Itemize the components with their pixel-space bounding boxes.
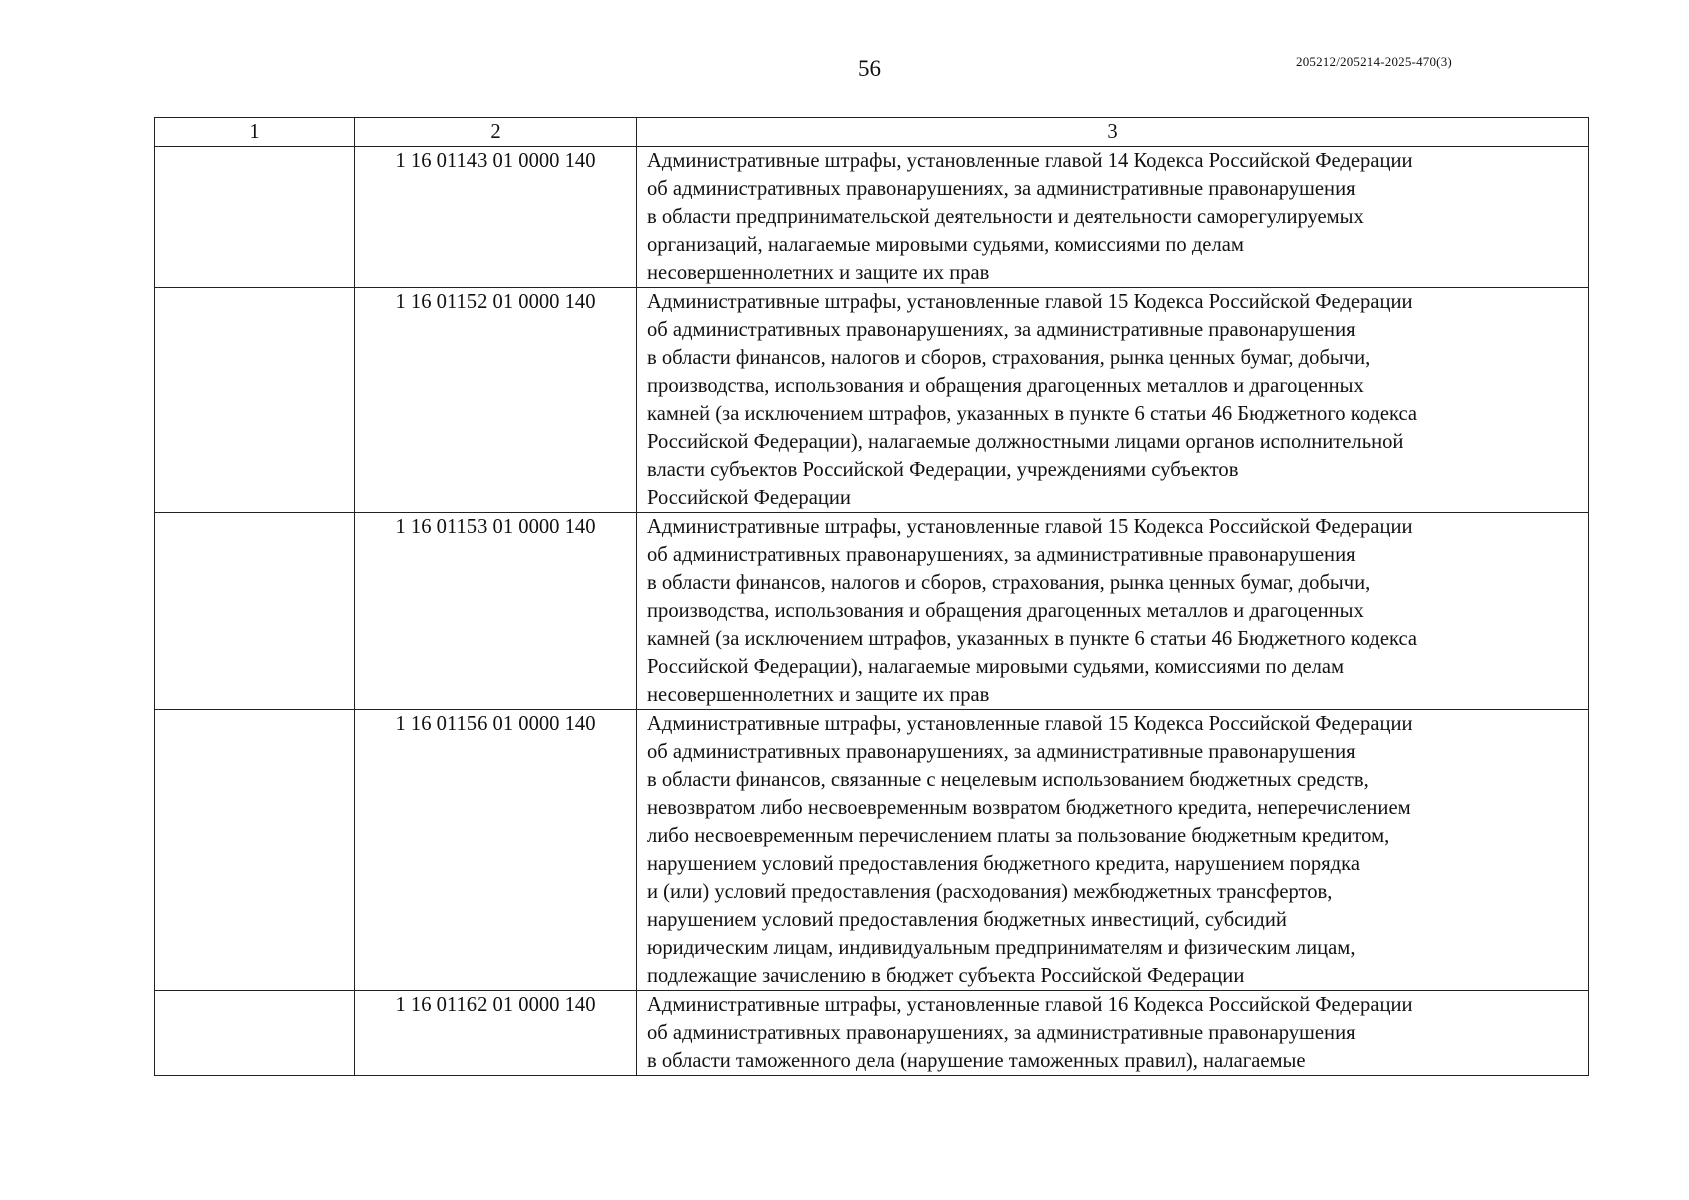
description-line: об административных правонарушениях, за административные правонарушения [647,178,1356,200]
column-1-cell [155,710,355,991]
description-line: Административные штрафы, установленные главой 14 Кодекса Российской Федерации [647,150,1413,172]
table-row [155,147,1589,288]
budget-code-cell: 1 16 01156 01 0000 140 [355,710,637,991]
description-line: Административные штрафы, установленные главой 15 Кодекса Российской Федерации [647,713,1413,735]
description-line: об административных правонарушениях, за административные правонарушения [647,741,1356,763]
header-row [155,118,1589,147]
description-line: об административных правонарушениях, за административные правонарушения [647,319,1356,341]
table-row [155,513,1589,710]
description-line: в области финансов, налогов и сборов, страхования, рынка ценных бумаг, добычи, [647,572,1371,594]
description-line: Российской Федерации), налагаемые мировыми судьями, комиссиями по делам [647,656,1345,678]
description-line: организаций, налагаемые мировыми судьями, комиссиями по делам [647,234,1244,256]
description-line: в области финансов, связанные с нецелевым использованием бюджетных средств, [647,769,1369,791]
budget-code-cell: 1 16 01143 01 0000 140 [355,147,637,288]
column-header-3: 3 [637,118,1589,147]
description-cell [637,710,1589,991]
description-line: Административные штрафы, установленные главой 15 Кодекса Российской Федерации [647,291,1413,313]
description-line: Российской Федерации [647,487,851,509]
document-code: 205212/205214-2025-470(3) [1296,54,1452,69]
description-cell [637,513,1589,710]
column-1-cell [155,288,355,513]
description-line: в области финансов, налогов и сборов, страхования, рынка ценных бумаг, добычи, [647,347,1371,369]
description-line: и (или) условий предоставления (расходования) межбюджетных трансфертов, [647,881,1333,903]
description-line: Административные штрафы, установленные главой 16 Кодекса Российской Федерации [647,994,1413,1016]
column-header-2: 2 [355,118,637,147]
description-line: Российской Федерации), налагаемые должностными лицами органов исполнительной [647,431,1404,453]
table-body [155,147,1589,1076]
description-line: камней (за исключением штрафов, указанных в пункте 6 статьи 46 Бюджетного кодекса [647,628,1418,650]
description-line: невозвратом либо несвоевременным возвратом бюджетного кредита, неперечислением [647,797,1411,819]
description-line: в области предпринимательской деятельности и деятельности саморегулируемых [647,206,1364,228]
column-1-cell [155,991,355,1076]
column-1-cell [155,147,355,288]
description-line: подлежащие зачислению в бюджет субъекта Российской Федерации [647,965,1245,987]
page-number: 56 [858,56,881,81]
description-line: в области таможенного дела (нарушение таможенных правил), налагаемые [647,1050,1306,1072]
description-line: либо несвоевременным перечислением платы за пользование бюджетным кредитом, [647,825,1390,847]
description-line: власти субъектов Российской Федерации, учреждениями субъектов [647,459,1239,481]
column-header-1: 1 [155,118,355,147]
fines-table [154,117,1589,1076]
description-line: нарушением условий предоставления бюджетных инвестиций, субсидий [647,909,1287,931]
description-cell [637,147,1589,288]
table-row [155,991,1589,1076]
description-line: об административных правонарушениях, за административные правонарушения [647,1022,1356,1044]
description-cell [637,991,1589,1076]
description-line: нарушением условий предоставления бюджетного кредита, нарушением порядка [647,853,1360,875]
description-line: об административных правонарушениях, за административные правонарушения [647,544,1356,566]
description-line: несовершеннолетних и защите их прав [647,262,990,284]
description-line: юридическим лицам, индивидуальным предпринимателям и физическим лицам, [647,937,1356,959]
description-line: несовершеннолетних и защите их прав [647,684,990,706]
description-line: производства, использования и обращения драгоценных металлов и драгоценных [647,375,1364,397]
description-line: камней (за исключением штрафов, указанных в пункте 6 статьи 46 Бюджетного кодекса [647,403,1418,425]
budget-code-cell: 1 16 01152 01 0000 140 [355,288,637,513]
table-header [155,118,1589,147]
description-cell [637,288,1589,513]
budget-code-cell: 1 16 01162 01 0000 140 [355,991,637,1076]
description-line: производства, использования и обращения драгоценных металлов и драгоценных [647,600,1364,622]
table-row [155,288,1589,513]
table-row [155,710,1589,991]
column-1-cell [155,513,355,710]
budget-code-cell: 1 16 01153 01 0000 140 [355,513,637,710]
description-line: Административные штрафы, установленные главой 15 Кодекса Российской Федерации [647,516,1413,538]
